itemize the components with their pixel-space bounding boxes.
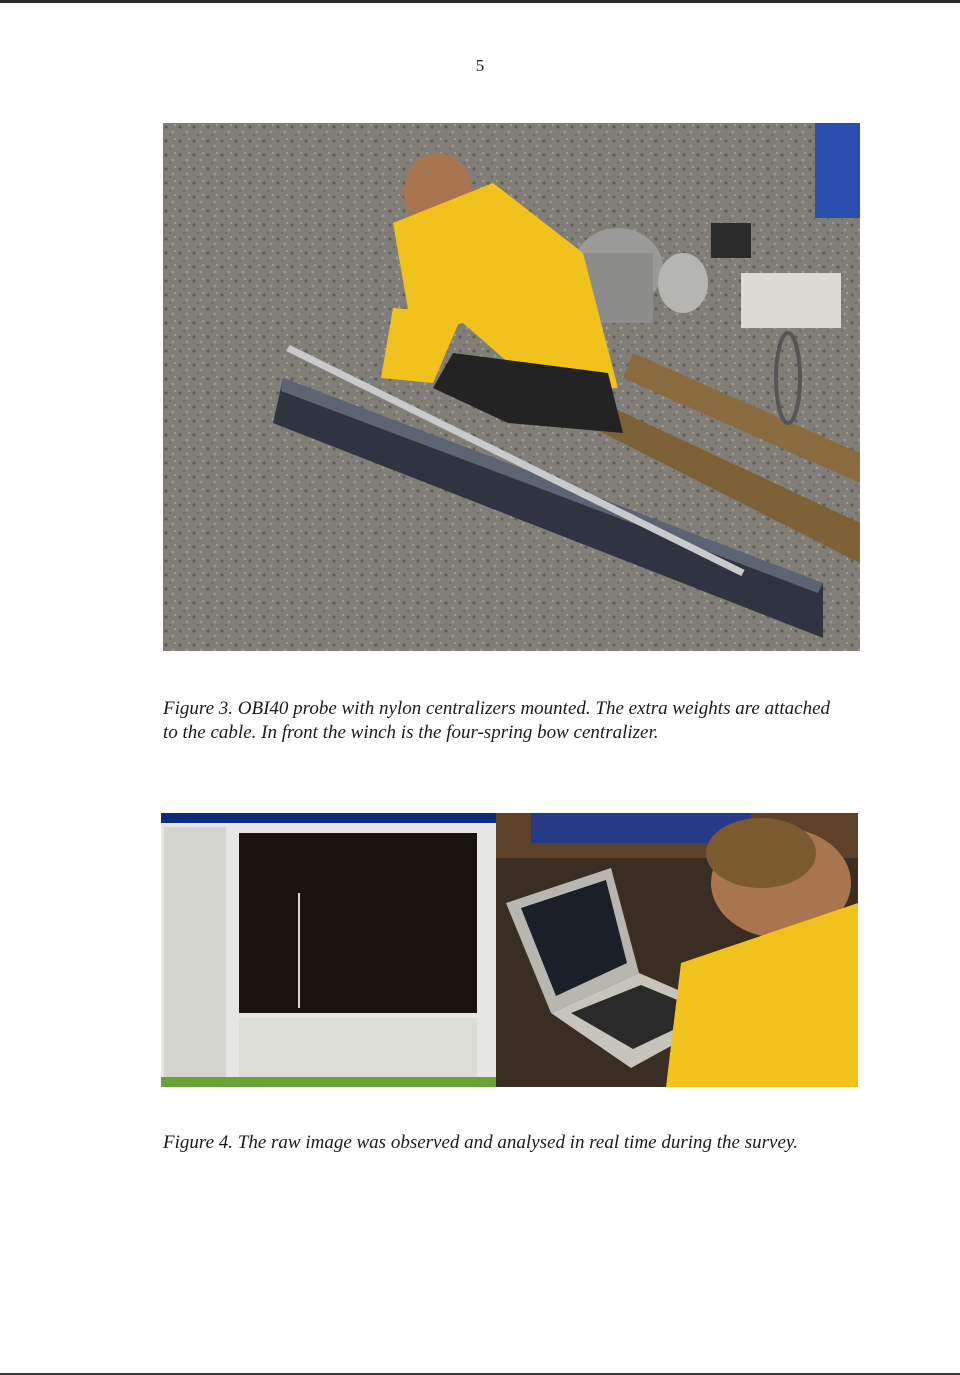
figure-3-caption-line-1: Figure 3. OBI40 probe with nylon centralizers mounted. The extra weights are attached [163, 698, 831, 719]
figure-3-photo [163, 123, 860, 651]
figure-3-caption-line-2: to the cable. In front the winch is the four-spring bow centralizer. [163, 722, 659, 743]
figure-4-photo [161, 813, 858, 1087]
figure-4-caption: Figure 4. The raw image was observed and analysed in real time during the survey. [163, 1132, 799, 1153]
figure-3-caption [163, 697, 863, 745]
top-border [0, 0, 960, 3]
page-number: 5 [475, 56, 485, 75]
